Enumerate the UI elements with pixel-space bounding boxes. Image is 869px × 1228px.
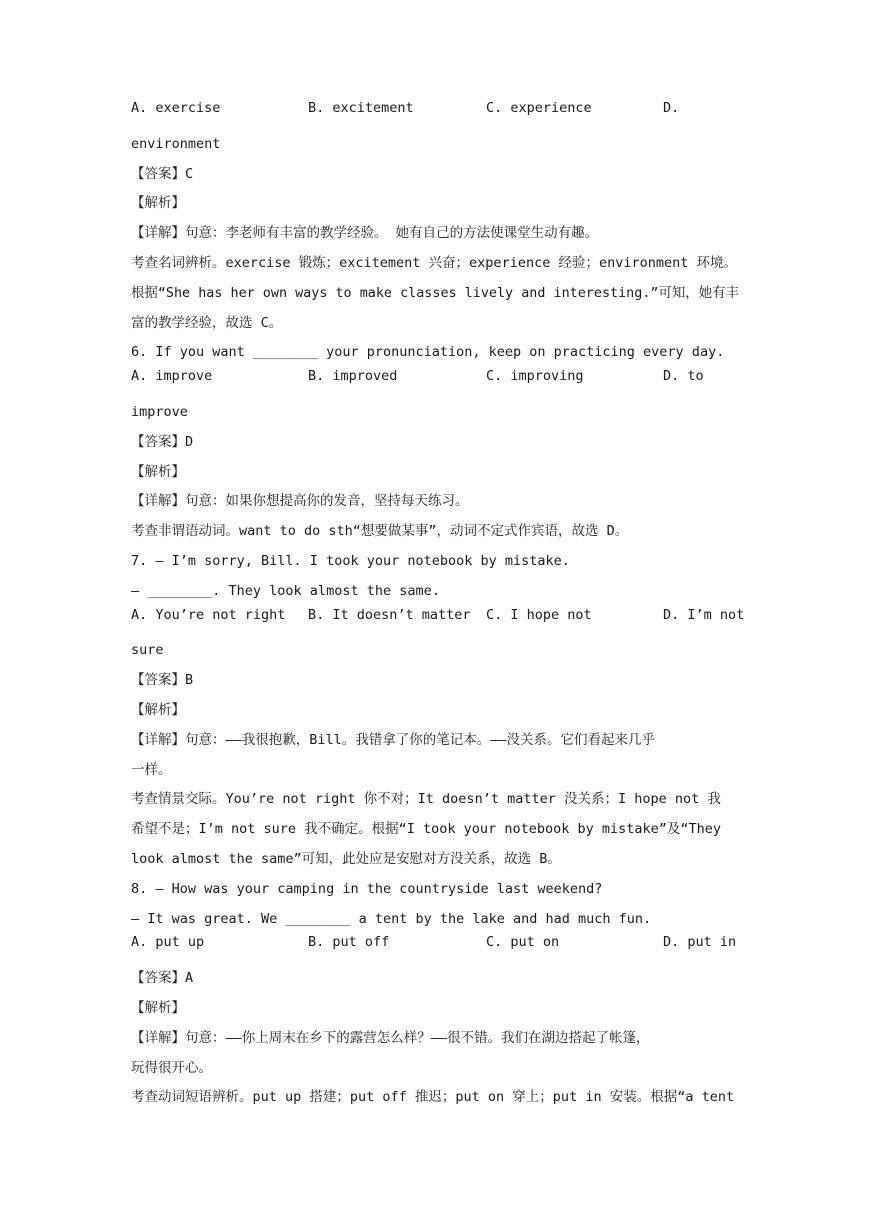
q7-option-b: B. It doesn’t matter xyxy=(308,606,471,623)
q7-explain-line-2: 希望不是；I’m not sure 我不确定。根据“I took your notebook by mistake”及“They xyxy=(131,821,722,838)
q6-option-d: D. to xyxy=(663,368,704,385)
q6-option-b: B. improved xyxy=(308,368,398,385)
q8-analysis-heading: 【解析】 xyxy=(131,999,185,1016)
q6-answer: 【答案】D xyxy=(131,433,194,450)
q5-analysis-heading: 【解析】 xyxy=(131,195,185,212)
q5-option-b: B. excitement xyxy=(308,100,414,116)
q7-stem-line-1: 7. — I’m sorry, Bill. I took your notebook by mistake. xyxy=(131,552,570,569)
q5-detail: 【详解】句意：李老师有丰富的教学经验。 她有自己的方法使课堂生动有趣。 xyxy=(131,225,599,242)
q8-option-a: A. put up xyxy=(131,934,205,951)
q7-options xyxy=(131,606,745,637)
q5-explain-line-3: 富的教学经验，故选 C。 xyxy=(131,314,283,331)
q5-option-d-text: environment xyxy=(131,135,221,152)
q6-explain-line-1: 考查非谓语动词。want to do sth“想要做某事”，动词不定式作宾语，故选 D。 xyxy=(131,523,629,540)
q7-detail-line-2: 一样。 xyxy=(131,761,172,778)
q6-analysis-heading: 【解析】 xyxy=(131,463,185,480)
q6-options xyxy=(131,368,737,398)
q8-option-c: C. put on xyxy=(486,934,560,951)
q7-option-d-text: sure xyxy=(131,642,164,659)
q7-analysis-heading: 【解析】 xyxy=(131,701,185,718)
q7-explain-line-3: look almost the same”可知，此处应是安慰对方没关系，故选 B。 xyxy=(131,850,561,867)
q8-option-b: B. put off xyxy=(308,934,390,951)
q7-option-a: A. You’re not right xyxy=(131,606,286,623)
q8-options xyxy=(131,934,737,964)
q7-stem-line-2: — ________. They look almost the same. xyxy=(131,582,440,599)
q5-explain-line-2: 根据“She has her own ways to make classes lively and interesting.”可知，她有丰 xyxy=(131,284,739,301)
q8-stem-line-2: — It was great. We ________ a tent by the lake and had much fun. xyxy=(131,910,652,927)
q5-options xyxy=(131,100,737,130)
q8-answer: 【答案】A xyxy=(131,970,194,987)
q6-option-c: C. improving xyxy=(486,368,584,385)
q8-detail-line-2: 玩得很开心。 xyxy=(131,1059,212,1076)
document-page xyxy=(131,100,745,1113)
q6-option-a: A. improve xyxy=(131,368,213,385)
q6-detail: 【详解】句意：如果你想提高你的发音，坚持每天练习。 xyxy=(131,493,469,510)
q5-option-a: A. exercise xyxy=(131,100,221,116)
q5-explain-line-1: 考查名词辨析。exercise 锻炼；excitement 兴奋；experience 经验；environment 环境。 xyxy=(131,254,737,271)
q6-option-d-text: improve xyxy=(131,403,188,420)
q8-detail-line-1: 【详解】句意：——你上周末在乡下的露营怎么样？——很不错。我们在湖边搭起了帐篷， xyxy=(131,1029,650,1046)
q8-option-d: D. put in xyxy=(663,934,737,951)
q8-explain-line-1: 考查动词短语辨析。put up 搭建；put off 推迟；put on 穿上；put in 安装。根据“a tent xyxy=(131,1089,735,1106)
q5-option-c: C. experience xyxy=(486,100,592,116)
q7-explain-line-1: 考查情景交际。You’re not right 你不对；It doesn’t matter 没关系；I hope not 我 xyxy=(131,791,721,808)
q7-answer: 【答案】B xyxy=(131,672,194,689)
q5-answer: 【答案】C xyxy=(131,165,194,182)
q5-option-d: D. xyxy=(663,100,680,116)
q7-detail-line-1: 【详解】句意：——我很抱歉，Bill。我错拿了你的笔记本。——没关系。它们看起来几乎 xyxy=(131,731,656,748)
q6-stem: 6. If you want ________ your pronunciation, keep on practicing every day. xyxy=(131,344,725,361)
q7-option-c: C. I hope not xyxy=(486,606,592,623)
q8-stem-line-1: 8. — How was your camping in the countryside last weekend? xyxy=(131,880,603,897)
q7-option-d: D. I’m not xyxy=(663,606,745,623)
